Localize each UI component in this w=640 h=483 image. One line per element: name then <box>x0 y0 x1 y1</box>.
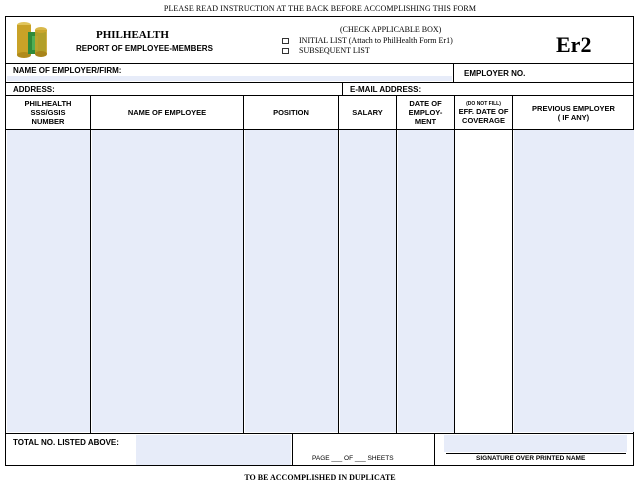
col-employee-name: NAME OF EMPLOYEE <box>127 108 207 117</box>
page-sheets: PAGE ___ OF ___ SHEETS <box>312 455 394 462</box>
total-label: TOTAL NO. LISTED ABOVE: <box>13 438 119 447</box>
body-col-5[interactable] <box>398 130 454 432</box>
check-title: (CHECK APPLICABLE BOX) <box>340 25 442 34</box>
col-position: POSITION <box>273 108 309 117</box>
employer-field[interactable] <box>7 76 452 81</box>
body-col-7[interactable] <box>514 130 634 432</box>
col-date-employment: DATE OF EMPLOY- MENT <box>408 99 443 126</box>
report-title: REPORT OF EMPLOYEE-MEMBERS <box>76 44 213 53</box>
option-initial-label: INITIAL LIST (Attach to PhilHealth Form Er1) <box>299 36 453 45</box>
col-eff-date-coverage: (DO NOT FILL) EFF. DATE OF COVERAGE <box>458 100 509 125</box>
email-label: E-MAIL ADDRESS: <box>350 85 422 94</box>
instruction-note: PLEASE READ INSTRUCTION AT THE BACK BEFORE ACCOMPLISHING THIS FORM <box>163 4 477 13</box>
col-philhealth-number: PHILHEALTH SSS/GSIS NUMBER <box>24 99 72 126</box>
bottom-note: TO BE ACCOMPLISHED IN DUPLICATE <box>244 473 396 482</box>
total-field[interactable] <box>136 435 291 465</box>
address-label: ADDRESS: <box>13 85 55 94</box>
checkbox-icon[interactable] <box>282 38 289 44</box>
form-code: Er2 <box>556 32 592 57</box>
body-col-1[interactable] <box>7 130 90 432</box>
org-name: PHILHEALTH <box>96 29 169 41</box>
body-col-3[interactable] <box>245 130 338 432</box>
option-subsequent-label: SUBSEQUENT LIST <box>299 46 370 55</box>
employer-label: NAME OF EMPLOYER/FIRM: <box>13 66 122 75</box>
body-col-2[interactable] <box>92 130 243 432</box>
employer-no-label: EMPLOYER NO. <box>464 69 526 78</box>
checkbox-icon[interactable] <box>282 48 289 54</box>
signature-field[interactable] <box>444 435 627 452</box>
signature-label: SIGNATURE OVER PRINTED NAME <box>476 455 586 462</box>
col-previous-employer: PREVIOUS EMPLOYER ( IF ANY) <box>532 103 615 122</box>
philhealth-logo-icon <box>14 20 52 60</box>
body-col-4[interactable] <box>340 130 396 432</box>
col-salary: SALARY <box>352 108 383 117</box>
er2-form <box>5 16 634 466</box>
